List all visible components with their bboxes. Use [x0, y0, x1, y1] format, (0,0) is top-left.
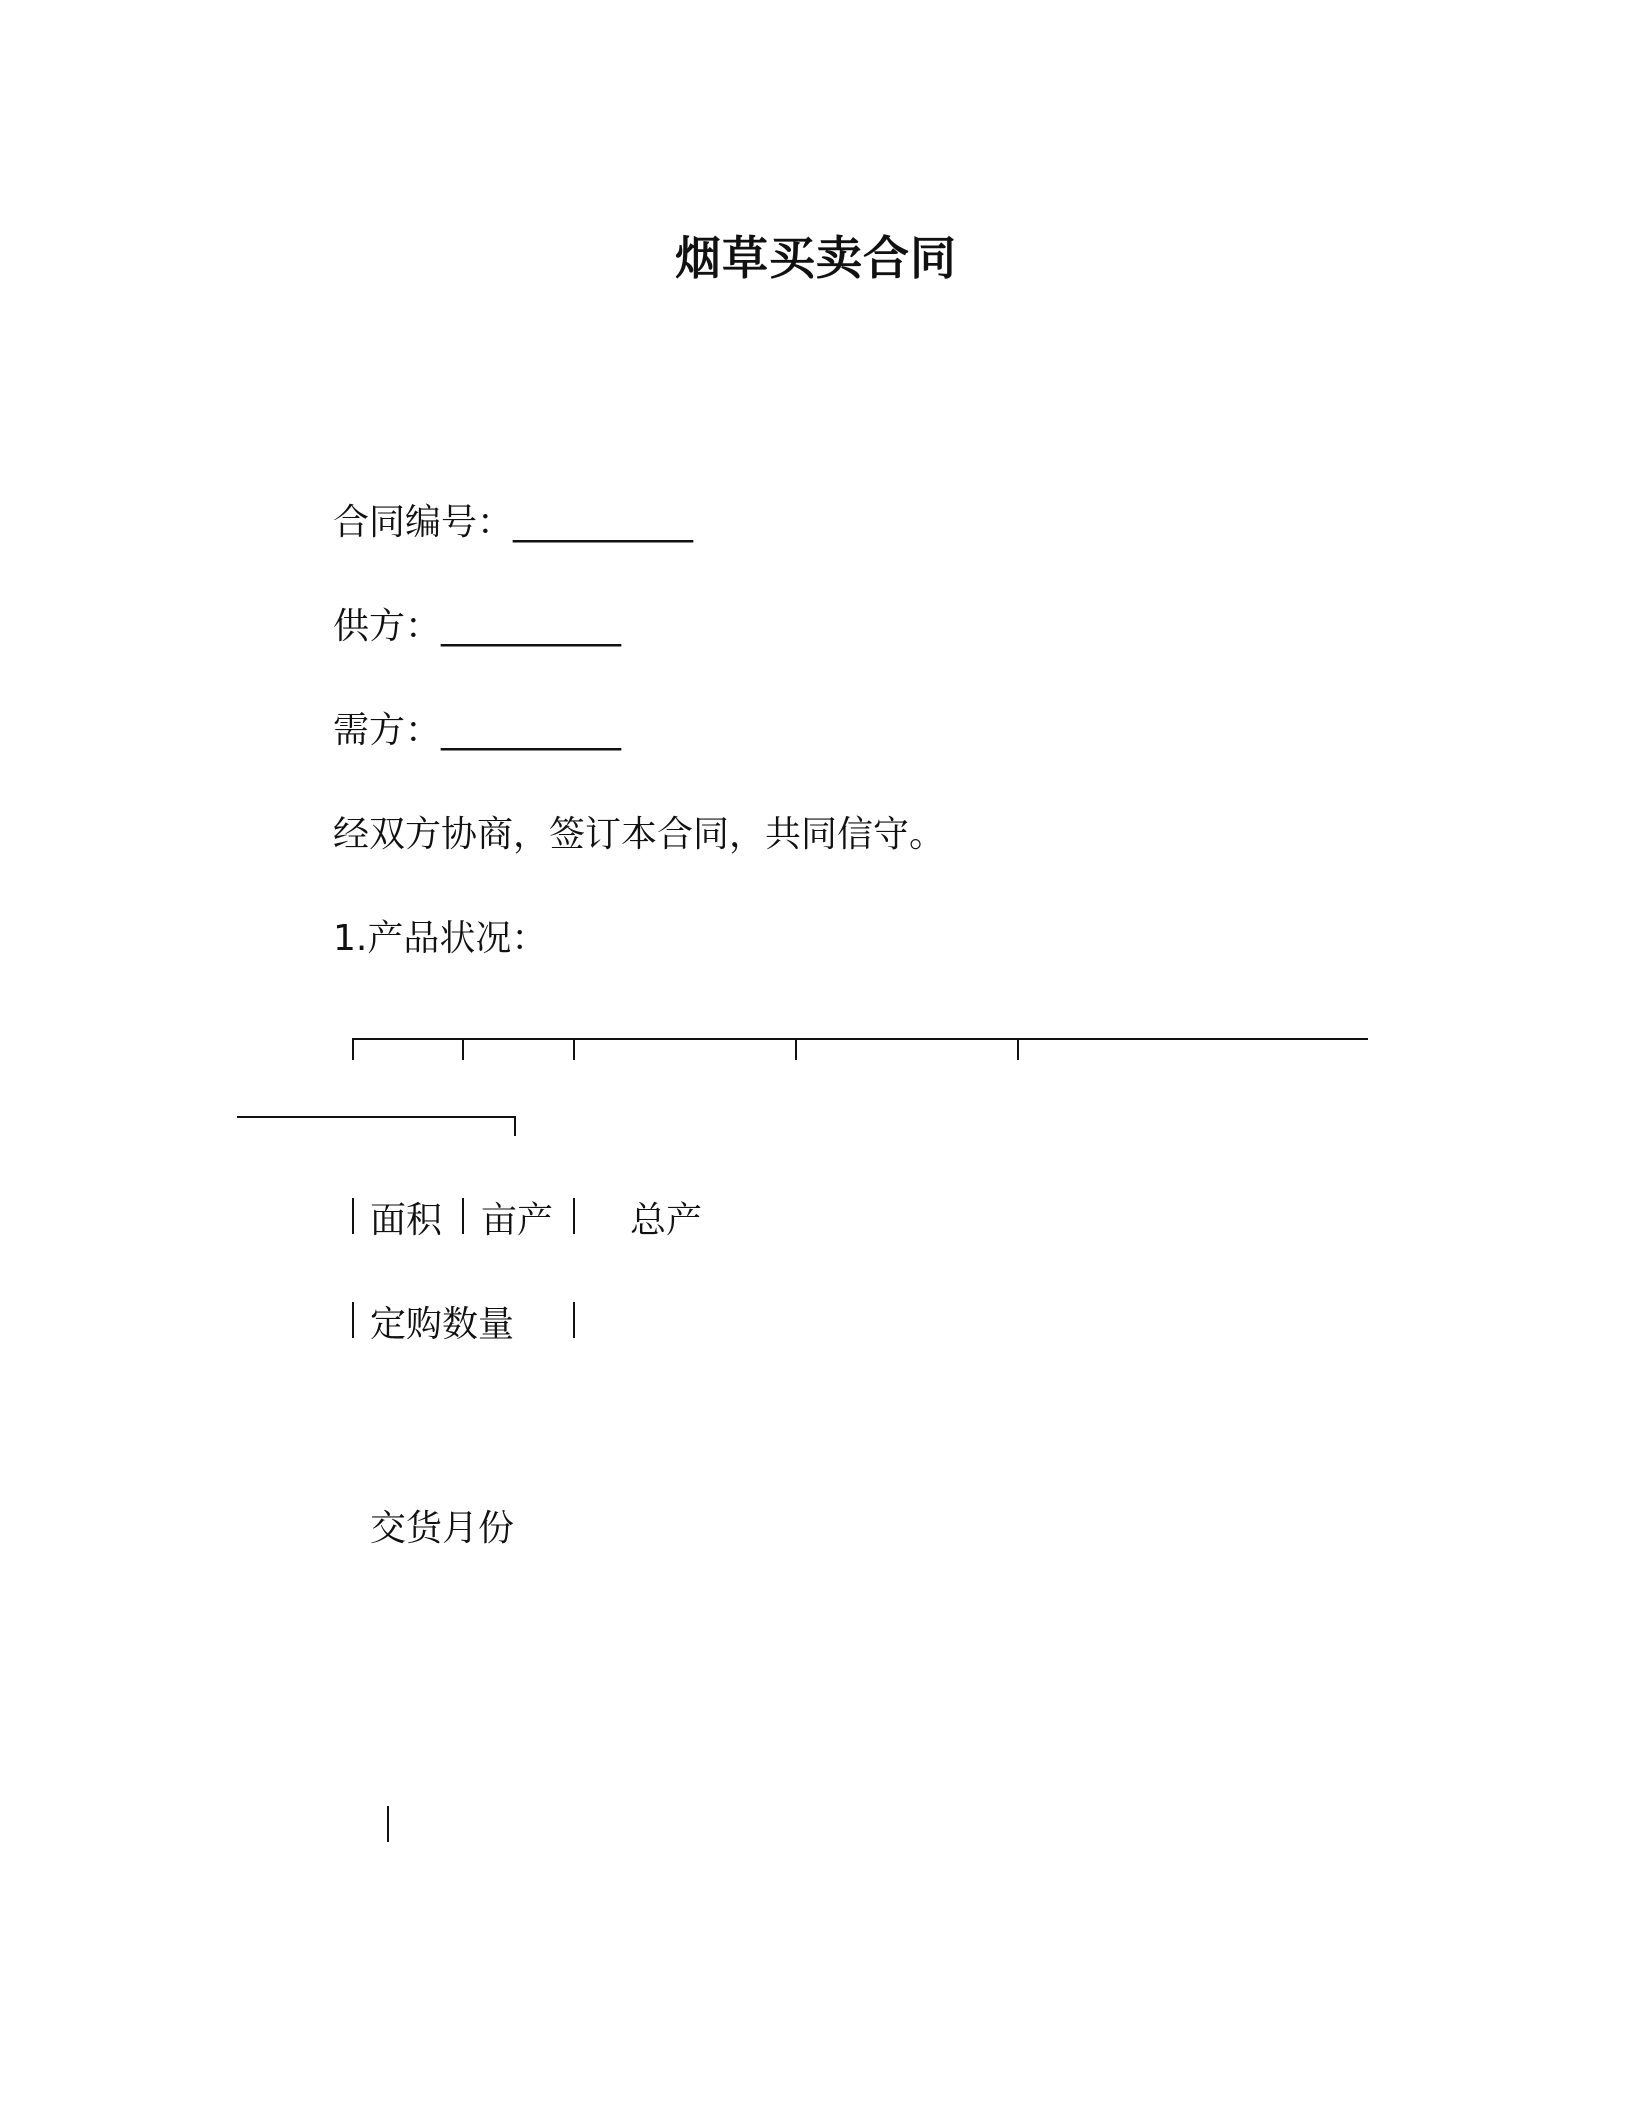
cell-divider	[387, 1806, 389, 1842]
col-order-qty-header: 定购数量	[370, 1304, 515, 1345]
contract-number-line	[333, 494, 693, 545]
contract-number-blank: __________	[513, 502, 694, 543]
contract-number-label: 合同编号：	[333, 502, 514, 543]
cell-divider	[462, 1198, 464, 1234]
cell-divider	[573, 1302, 575, 1338]
table-tick	[573, 1038, 575, 1060]
document-title: 烟草买卖合同	[675, 231, 957, 285]
supplier-line	[333, 598, 621, 649]
table-tick	[352, 1038, 354, 1060]
col-delivery-month-header: 交货月份	[370, 1508, 515, 1549]
table-tick	[514, 1116, 516, 1136]
cell-divider	[352, 1198, 354, 1234]
table-top-border	[352, 1038, 1368, 1040]
buyer-blank: __________	[441, 710, 622, 751]
supplier-blank: __________	[441, 606, 622, 647]
table-tick	[1017, 1038, 1019, 1060]
col-total-yield-header: 总产	[630, 1200, 703, 1241]
table-tick	[462, 1038, 464, 1060]
cell-divider	[352, 1302, 354, 1338]
col-area-header: 面积	[370, 1200, 443, 1241]
buyer-label: 需方：	[333, 710, 442, 751]
section-1-heading: 1.产品状况：	[333, 918, 548, 959]
cell-divider	[573, 1198, 575, 1234]
table-wrapped-border	[237, 1116, 516, 1118]
col-yield-per-mu-header: 亩产	[481, 1200, 554, 1241]
buyer-line	[333, 702, 621, 753]
intro-paragraph: 经双方协商，签订本合同，共同信守。	[333, 814, 946, 855]
supplier-label: 供方：	[333, 606, 442, 647]
table-tick	[795, 1038, 797, 1060]
